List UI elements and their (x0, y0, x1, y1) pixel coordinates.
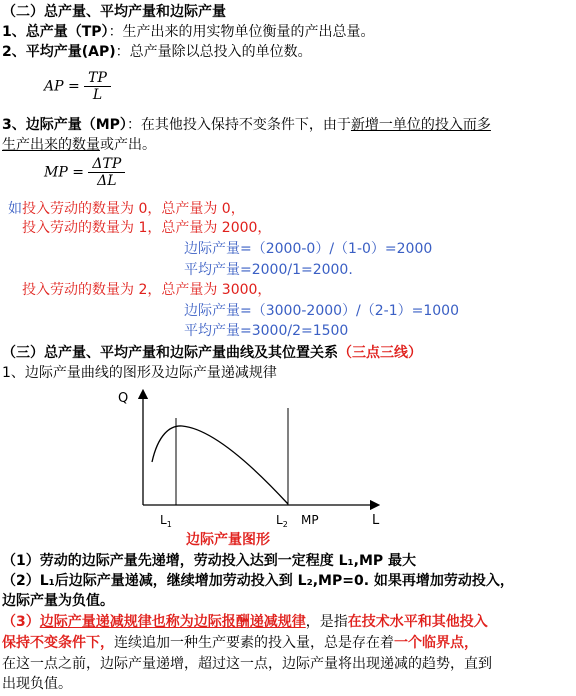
mp-numerator: ΔTP (88, 156, 125, 173)
mp-text-underlined1: 新增一单位的投入而多 (350, 117, 491, 133)
mp-text1: ：在其他投入保持不变条件下，由于 (126, 117, 351, 133)
note-3-line3: 在这一点之前，边际产量递增，超过这一点，边际产量将出现递减的趋势，直到 (2, 656, 492, 672)
note-3-condition1: 在技术水平和其他投入 (347, 614, 488, 630)
ap-formula (44, 70, 111, 103)
mp-denominator: ΔL (97, 173, 117, 189)
tick-l2-main: L (276, 513, 283, 527)
example-prefix: 如 (8, 201, 22, 217)
example-line1 (8, 200, 245, 218)
section2-title: （二）总产量、平均产量和边际产量 (2, 4, 226, 20)
ap-fraction (84, 70, 111, 103)
ap-definition (2, 43, 312, 61)
tick-l2-sub: 2 (282, 520, 288, 529)
section3-title-text: （三）总产量、平均产量和边际产量曲线及其位置关系 (2, 345, 338, 361)
tp-text: ：生产出来的用实物单位衡量的产出总量。 (108, 24, 375, 40)
mp-curve (152, 426, 288, 504)
ap-text: ：总产量除以总投入的单位数。 (115, 44, 312, 60)
mp-formula-lhs: MP = (44, 164, 84, 181)
note-2b: 边际产量为负值。 (2, 593, 114, 609)
ap-denominator: L (92, 87, 103, 103)
ap-label: 2、平均产量(AP) (2, 44, 116, 60)
note-3-line1 (2, 613, 488, 631)
tick-l1-main: L (160, 513, 167, 527)
ap-formula-lhs: AP = (44, 78, 80, 95)
tp-definition (2, 23, 375, 41)
mp-label: 3、边际产量（MP） (2, 117, 127, 133)
section3-subtitle: 1、边际产量曲线的图形及边际产量递减规律 (2, 365, 277, 381)
y-axis-label: Q (118, 391, 129, 406)
note-2a: （2）L₁后边际产量递减，继续增加劳动投入到 L₂,MP=0. 如果再增加劳动投入， (2, 573, 514, 589)
section3-title-red: （三点三线） (338, 345, 422, 361)
note-1: （1）劳动的边际产量先递增，劳动投入达到一定程度 L₁,MP 最大 (2, 553, 417, 569)
ap-numerator: TP (84, 70, 111, 87)
mp-definition-line1 (2, 116, 491, 134)
tick-l1-sub: 1 (166, 520, 172, 529)
mp-definition-line2 (2, 136, 156, 154)
example-line7: 平均产量=3000/2=1500 (184, 323, 349, 339)
diagram-caption: 边际产量图形 (186, 532, 270, 548)
tick-l2 (276, 513, 288, 529)
mp-curve-diagram (0, 380, 576, 550)
note-3-line4: 出现负值。 (2, 676, 72, 692)
mp-text-underlined2: 生产出来的数量 (2, 137, 100, 153)
x-axis-label: L (372, 513, 380, 528)
note-3-critical-point: 一个临界点， (394, 635, 478, 651)
note-3-law-name: 边际产量递减规律也称为边际报酬递减规律 (39, 614, 306, 630)
mp-text2: 或产出。 (100, 137, 156, 153)
example-line6: 边际产量=（3000-2000）/（2-1）=1000 (184, 303, 459, 319)
example-text1: 投入劳动的数量为 0，总产量为 0， (22, 201, 245, 217)
section3-title (2, 344, 422, 362)
note-3-line2 (2, 634, 478, 652)
tick-l1 (160, 513, 172, 529)
example-line3: 边际产量=（2000-0）/（1-0）=2000 (184, 241, 433, 257)
example-line4: 平均产量=2000/1=2000. (184, 262, 353, 278)
note-3-condition2: 保持不变条件下， (2, 635, 114, 651)
tp-label: 1、总产量（TP） (2, 24, 109, 40)
mp-fraction (88, 156, 125, 189)
curve-label: MP (301, 513, 319, 527)
note-3-prefix: （3） (2, 614, 40, 630)
mp-formula (44, 156, 125, 189)
example-line5: 投入劳动的数量为 2，总产量为 3000， (22, 282, 272, 298)
note-3-text1: 连续追加一种生产要素的投入量，总是存在着 (114, 635, 394, 651)
example-line2: 投入劳动的数量为 1，总产量为 2000， (22, 220, 272, 236)
note-3-mid: ，是指 (305, 614, 348, 630)
